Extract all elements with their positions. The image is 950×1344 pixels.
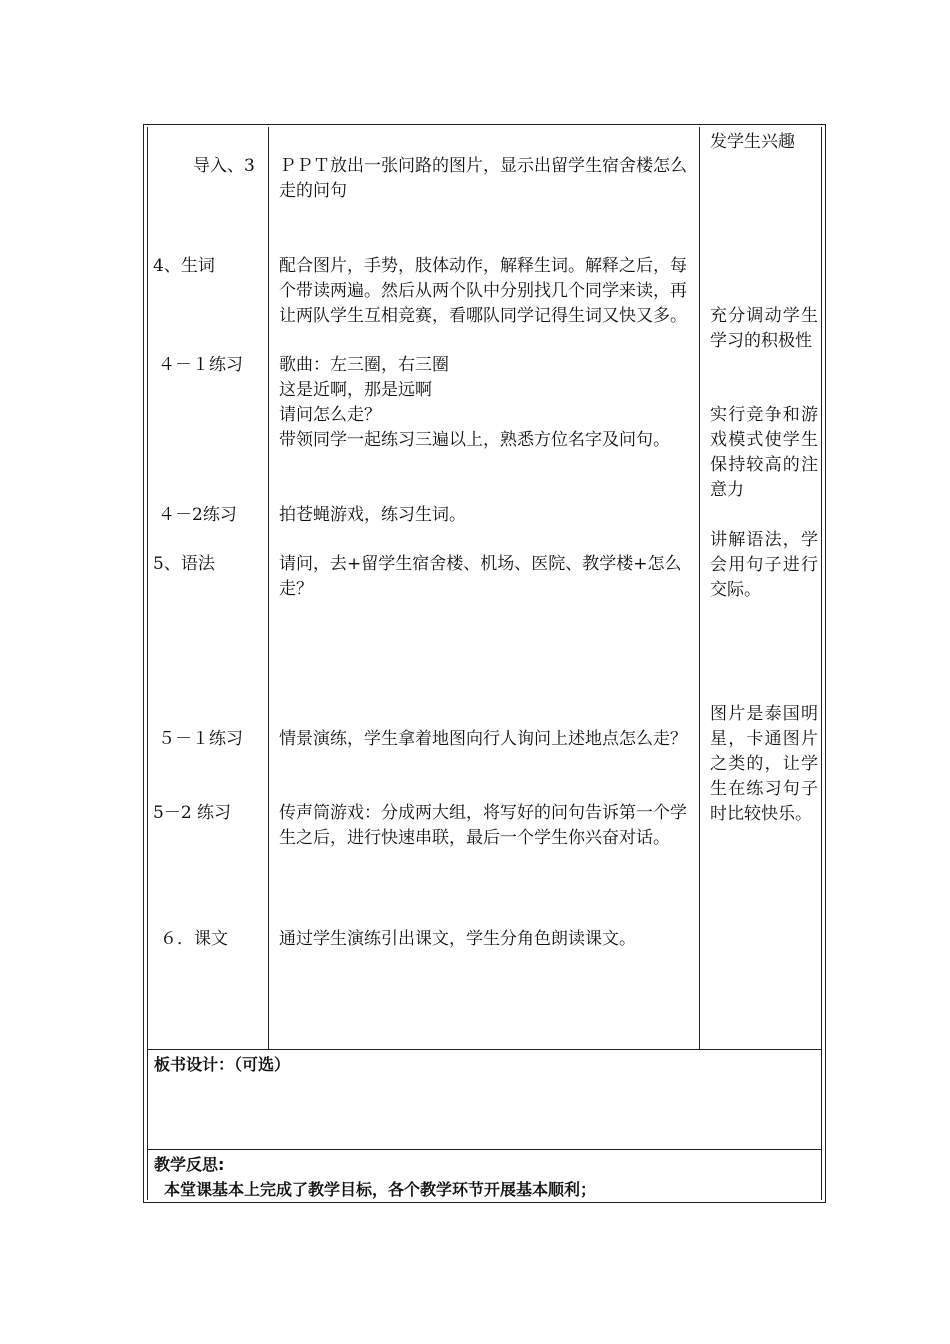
step-label-grammar: 5、语法 — [153, 554, 215, 574]
step-content-ex41-line3: 请问怎么走？ — [279, 405, 381, 425]
reflection-content: 本堂课基本上完成了教学目标，各个教学环节开展基本顺利； — [164, 1180, 597, 1199]
step-label-ex41: ４－１练习 — [158, 355, 243, 375]
row-divider-board — [147, 1049, 822, 1050]
step-content-grammar: 请问，去+留学生宿舍楼、机场、医院、教学楼+怎么走？ — [279, 554, 682, 599]
column-divider-2 — [699, 127, 700, 1049]
reflection-label: 教学反思: — [154, 1155, 225, 1174]
step-content-vocab: 配合图片，手势，肢体动作，解释生词。解释之后，每个带读两遍。然后从两个队中分别找几个同学来读，再让两队学生互相竞赛，看哪队同学记得生词又快又多。 — [279, 256, 687, 326]
step-content-ex51: 情景演练，学生拿着地图向行人询问上述地点怎么走？ — [279, 729, 687, 749]
note-pictures: 图片是泰国明星，卡通图片之类的，让学生在练习句子时比较快乐。 — [710, 704, 818, 824]
column-divider-1 — [268, 127, 269, 1049]
note-competition: 实行竞争和游戏模式使学生保持较高的注意力 — [710, 405, 818, 500]
step-label-vocab: 4、生词 — [153, 256, 215, 276]
step-label-text: ６．课文 — [160, 929, 228, 949]
step-label-intro: 导入、3 — [193, 156, 255, 176]
step-content-text: 通过学生演练引出课文，学生分角色朗读课文。 — [279, 929, 636, 949]
row-divider-reflection — [147, 1149, 822, 1150]
step-content-intro: ＰＰＴ放出一张问路的图片，显示出留学生宿舍楼怎么走的问句 — [279, 156, 687, 201]
step-label-ex52: 5－2 练习 — [153, 803, 232, 823]
step-content-ex41-line4: 带领同学一起练习三遍以上，熟悉方位名字及问句。 — [279, 430, 670, 450]
step-content-ex42: 拍苍蝇游戏，练习生词。 — [279, 505, 466, 525]
note-interest: 发学生兴趣 — [710, 132, 795, 152]
step-label-ex42: ４－2练习 — [158, 505, 237, 525]
step-content-ex41-line2: 这是近啊，那是远啊 — [279, 380, 432, 400]
note-grammar: 讲解语法，学会用句子进行交际。 — [710, 530, 818, 600]
note-motivation: 充分调动学生学习的积极性 — [710, 306, 818, 351]
step-content-ex52: 传声筒游戏：分成两大组，将写好的问句告诉第一个学生之后，进行快速串联，最后一个学生你兴奋对话。 — [279, 803, 687, 848]
step-content-ex41-line1: 歌曲：左三圈，右三圈 — [279, 355, 449, 375]
board-design-label: 板书设计：（可选） — [154, 1055, 291, 1074]
step-label-ex51: ５－１练习 — [158, 729, 243, 749]
